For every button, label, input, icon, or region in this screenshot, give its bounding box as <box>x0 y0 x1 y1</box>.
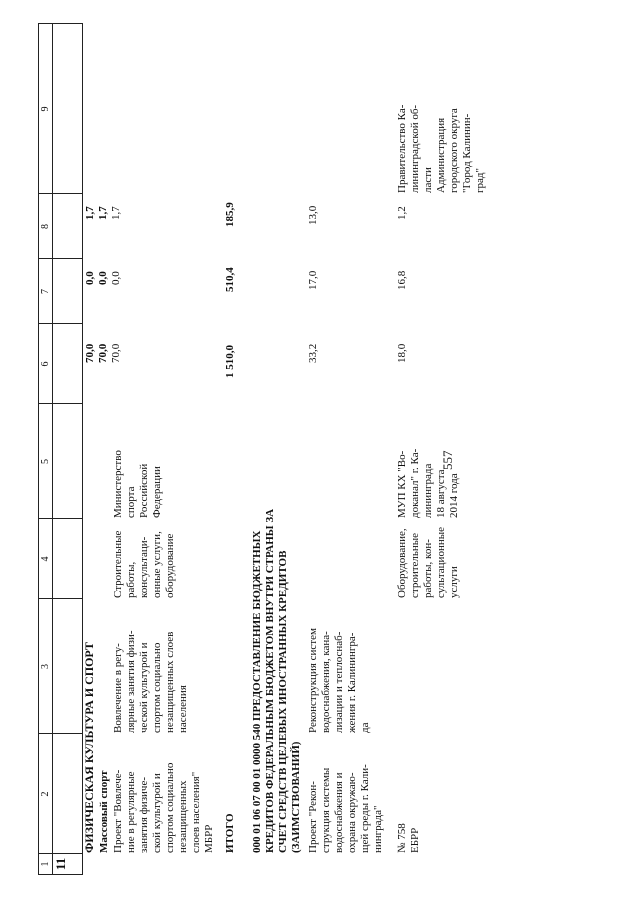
table-header <box>38 23 83 875</box>
total-label: ИТОГО <box>224 813 236 853</box>
col-header: 6 <box>39 323 52 404</box>
total-col8: 185,9 <box>224 202 236 227</box>
project3-col8: 1,2 <box>396 206 408 220</box>
project2-col6: 33,2 <box>307 343 319 363</box>
col-header: 5 <box>39 403 52 519</box>
col-header: 8 <box>39 193 52 259</box>
column-number-row <box>39 24 53 874</box>
project2-col7: 17,0 <box>307 270 319 290</box>
section-title: ФИЗИЧЕСКАЯ КУЛЬТУРА И СПОРТ <box>82 642 96 853</box>
section-number: 11 <box>53 857 68 871</box>
col-header: 1 <box>39 853 52 874</box>
col-header: 2 <box>39 733 52 854</box>
subsection-title: Массовый спорт <box>98 770 110 853</box>
project2-col8: 13,0 <box>307 205 319 225</box>
total-col6: 1 510,0 <box>224 345 236 378</box>
project3-col7: 16,8 <box>396 270 408 290</box>
col-header: 3 <box>39 598 52 734</box>
project3-col6: 18,0 <box>396 343 408 363</box>
page-number: 557 <box>440 450 455 470</box>
col-header: 7 <box>39 258 52 324</box>
col-header: 9 <box>40 106 51 112</box>
total-col7: 510,4 <box>224 267 236 292</box>
col-header: 4 <box>39 518 52 599</box>
rotated-page: 557 1 2 3 4 5 6 7 8 9 11 ФИЗИЧЕСКАЯ КУЛЬТУРА И СПОРТ Массовый спорт Проект "Вовлече- ние в регулярные занятия физиче- ской культурой и спортом социально незащищенных слоев населения" МБРР Вовлечение в регу- лярные занятия физи- ческой культурой и спортом социально незащищенных слоев населения Строительные работы, консультаци- онные услуги, оборудование Министерство спорта Российской Федерации 70,0 70,0 70,0 0,0 0,0 0,0 1,7 1,7 1,7 ИТОГО 1 510,0 510,4 185,9 000 01 06 07 00 01 0000 540 ПРЕДОСТАВЛЕНИЕ БЮДЖЕТНЫХ КРЕДИТОВ ФЕДЕРАЛЬНЫМ БЮДЖЕТОМ ВНУТРИ СТРАНЫ ЗА СЧЕТ СРЕДСТВ ЦЕЛЕВЫХ ИНОСТРАННЫХ КРЕДИТОВ (ЗАИМСТВОВАНИЙ) Проект "Рекон- струкция системы водоснабжения и охрана окружаю- щей среды г. Кали- нинграда" Реконструкция систем водоснабжения, кана- лизации и теплоснаб- жения г. Калинингра- да 33,2 17,0 13,0 № 758 ЕБРР Оборудование, строительные работы, кон- сультационные услуги МУП КХ "Во- доканал" г. Ка- лининграда 18 августа 2014 года 18,0 16,8 1,2 Правительство Ка- лининградской об- ласти Администрация городского округа "Город Калинин- град" <box>0 0 640 905</box>
